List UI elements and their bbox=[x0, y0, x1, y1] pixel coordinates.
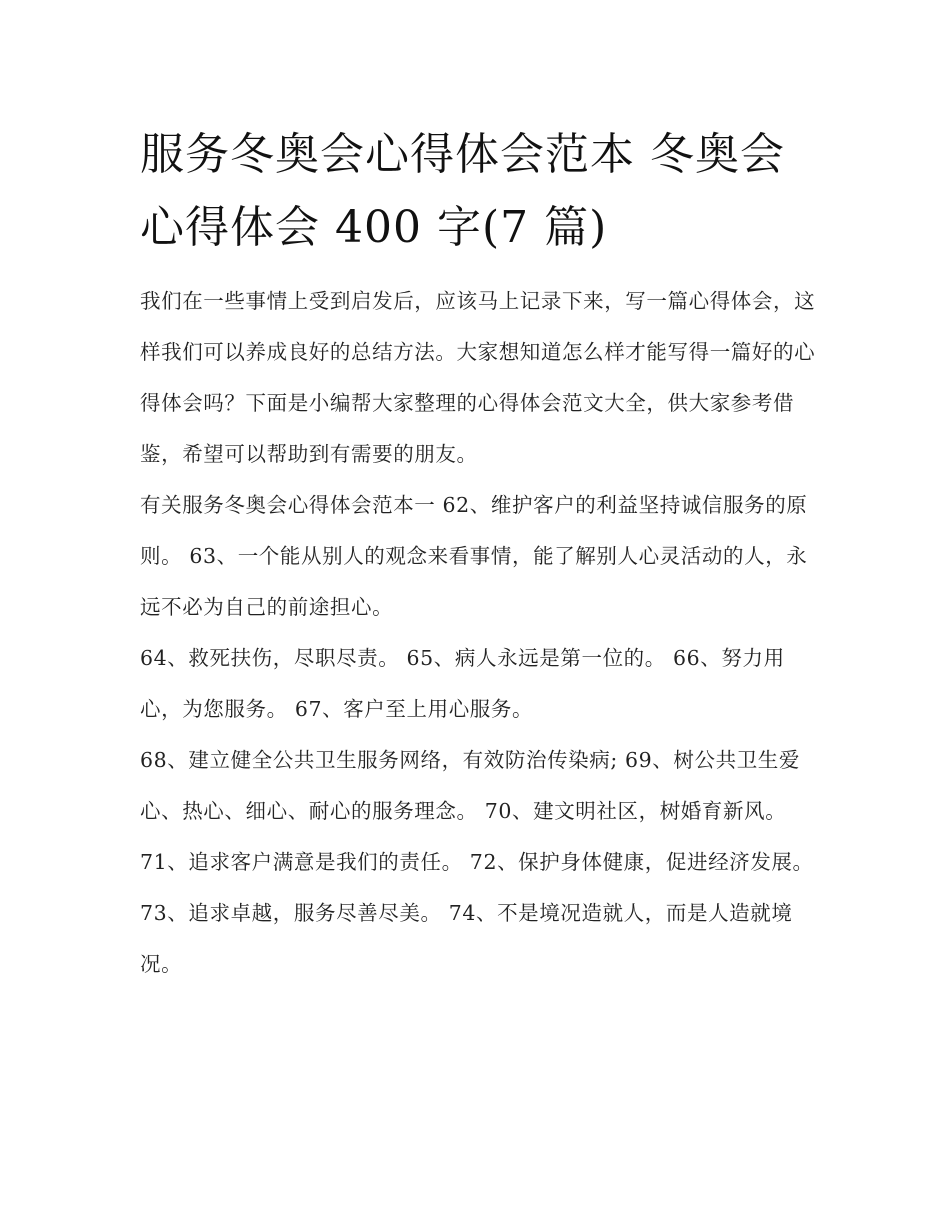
paragraph-3: 68、建立健全公共卫生服务网络，有效防治传染病; 69、树公共卫生爱心、热心、细心、耐心的服务理念。 70、建文明社区，树婚育新风。 bbox=[140, 748, 800, 823]
document-title: 服务冬奥会心得体会范本 冬奥会心得体会 400 字(7 篇) bbox=[140, 129, 785, 253]
paragraph-intro: 我们在一些事情上受到启发后，应该马上记录下来，写一篇心得体会，这样我们可以养成良好的总结方法。大家想知道怎么样才能写得一篇好的心得体会吗？下面是小编帮大家整理的心得体会范文大全，供大家参考借鉴，希望可以帮助到有需要的朋友。 bbox=[140, 289, 816, 466]
document-body bbox=[140, 276, 820, 990]
paragraph-4: 71、追求客户满意是我们的责任。 72、保护身体健康，促进经济发展。 73、追求卓越，服务尽善尽美。 74、不是境况造就人，而是人造就境况。 bbox=[140, 850, 814, 976]
paragraph-2: 64、救死扶伤，尽职尽责。 65、病人永远是第一位的。 66、努力用心，为您服务。 67、客户至上用心服务。 bbox=[140, 646, 785, 721]
paragraph-1: 有关服务冬奥会心得体会范本一 62、维护客户的利益坚持诚信服务的原则。 63、一个能从别人的观念来看事情，能了解别人心灵活动的人，永远不必为自己的前途担心。 bbox=[140, 493, 808, 619]
